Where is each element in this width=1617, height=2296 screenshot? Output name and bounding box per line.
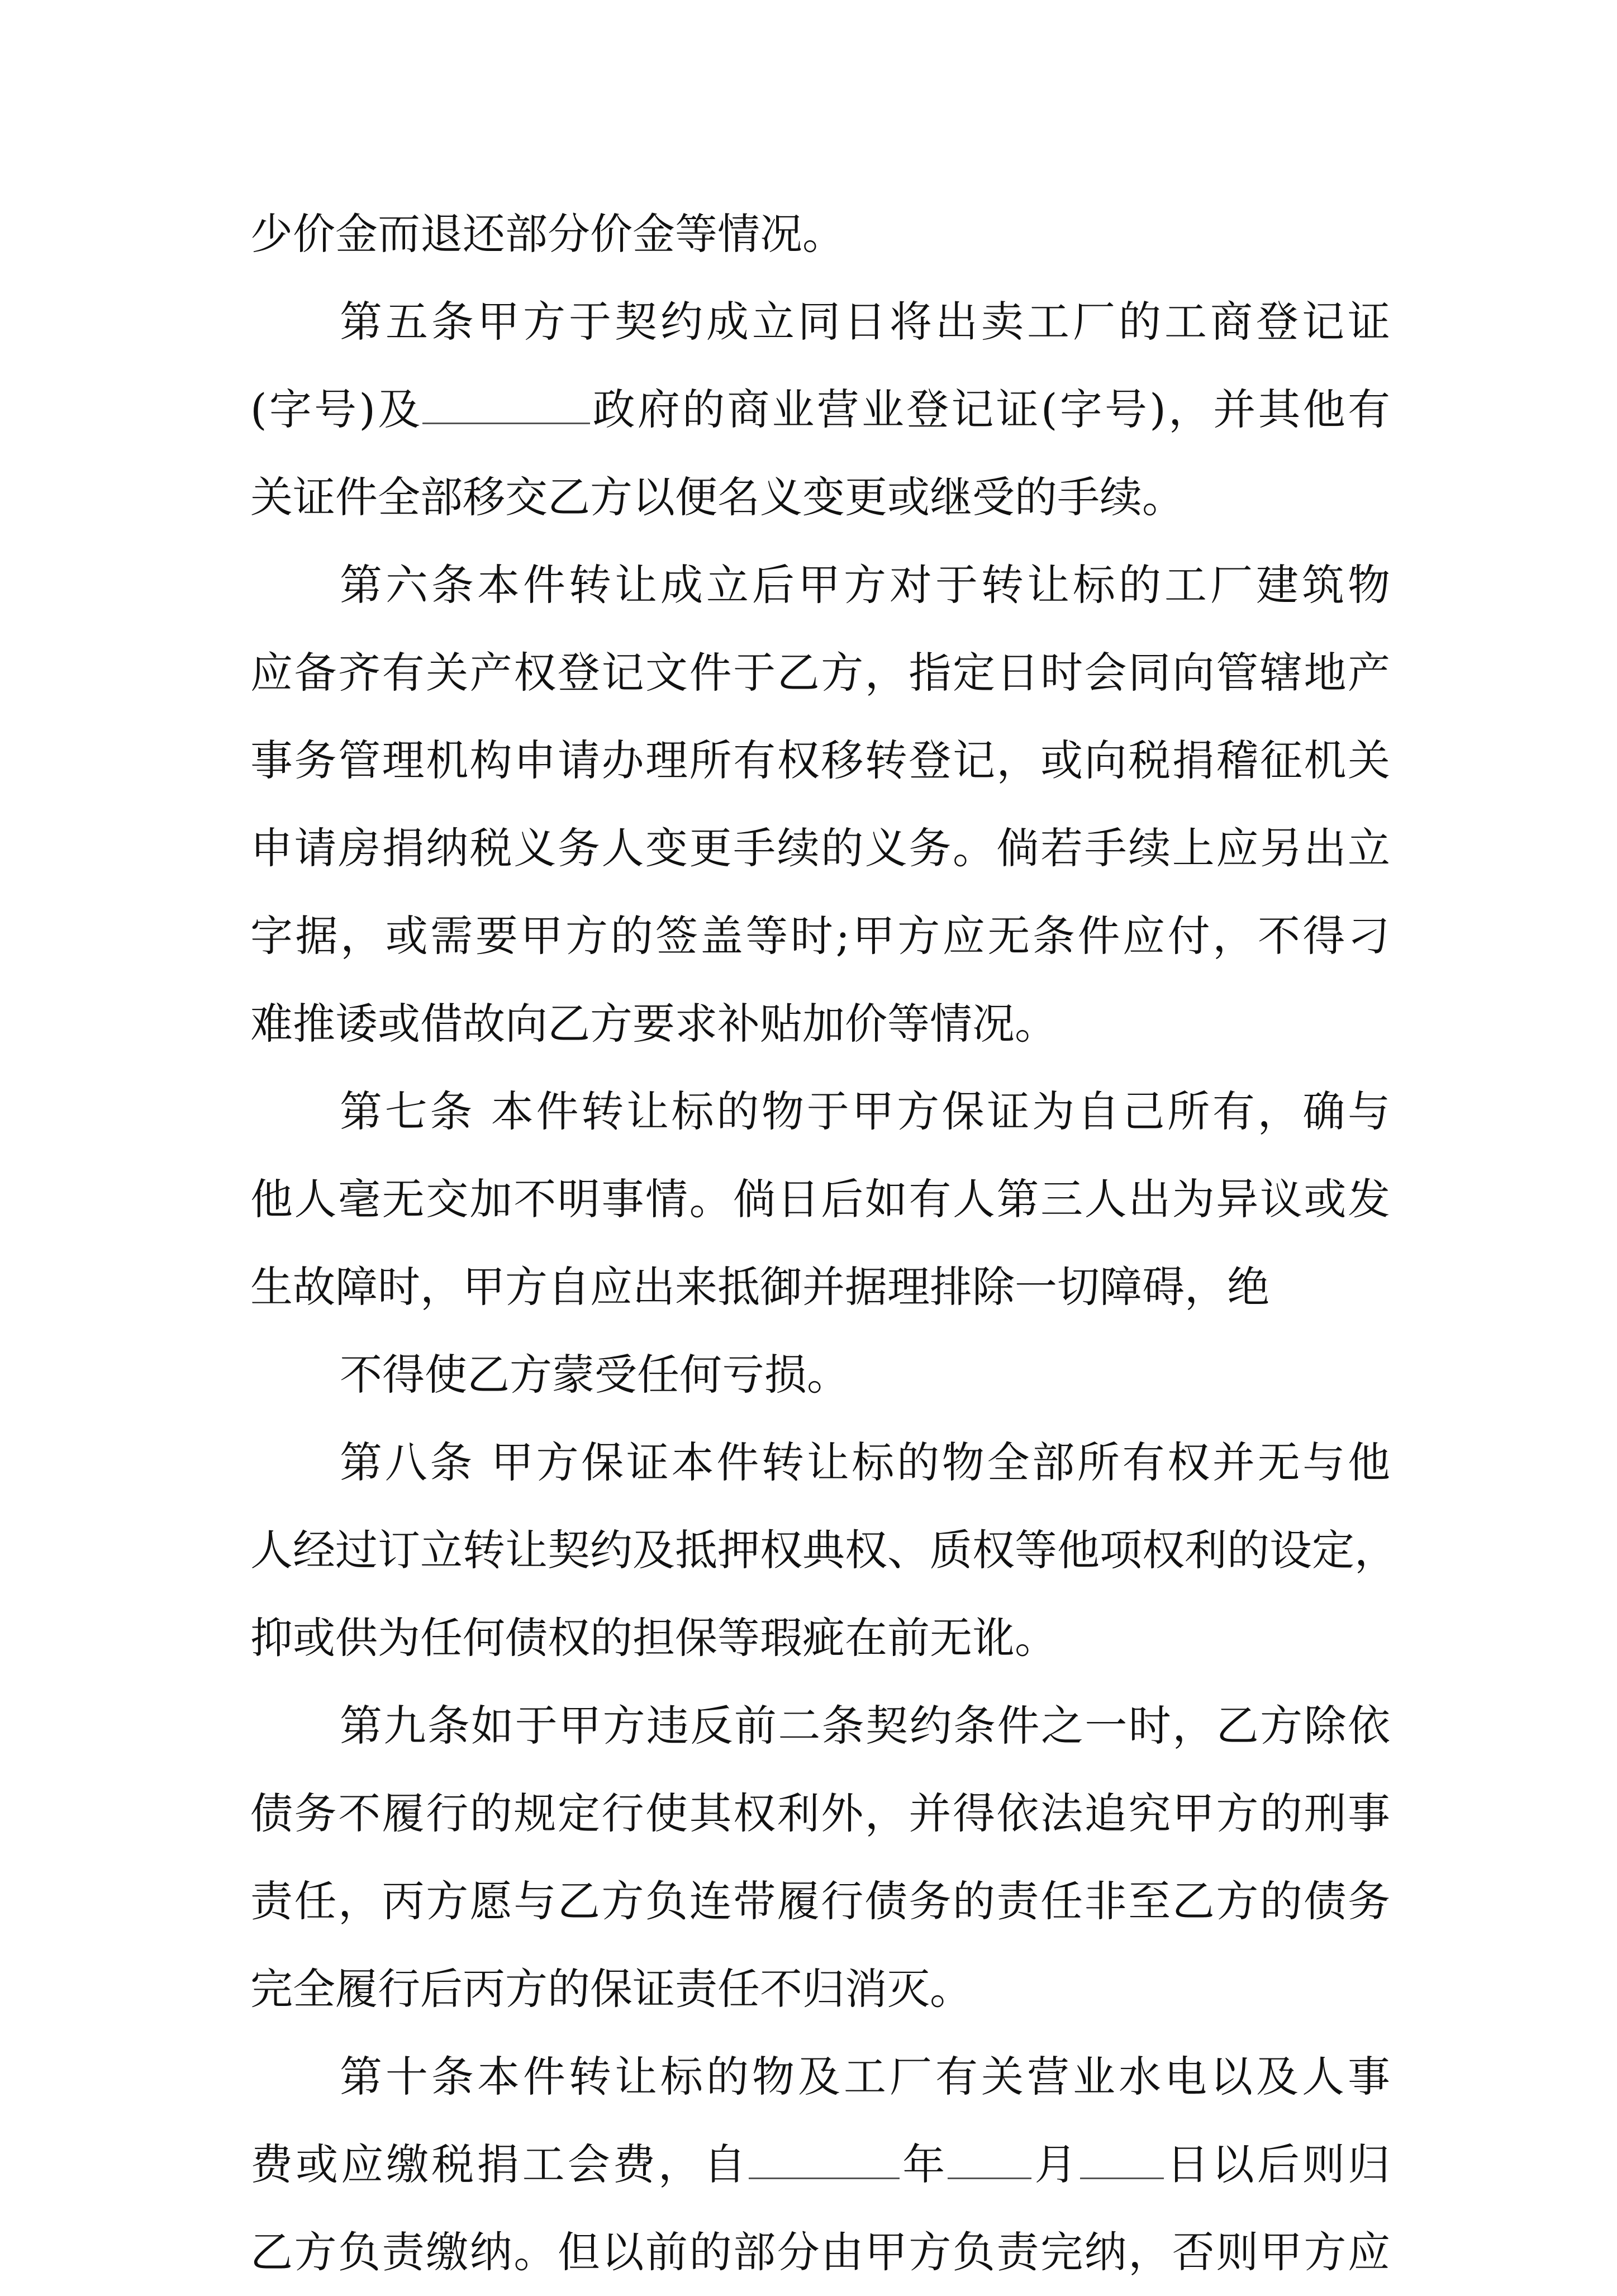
blank-field <box>948 2142 1031 2179</box>
text-segment: 政府的商业营业登记证(字号)，并其他有 <box>590 385 1390 434</box>
article-9-line: 债务不履行的规定行使其权利外，并得依法追究甲方的刑事 <box>250 1789 1390 1838</box>
article-9-line: 第九条如于甲方违反前二条契约条件之一时，乙方除依 <box>340 1701 1390 1751</box>
article-6-line: 难推诿或借故向乙方要求补贴加价等情况。 <box>250 999 1057 1049</box>
article-6-line: 第六条本件转让成立后甲方对于转让标的工厂建筑物 <box>340 560 1390 610</box>
text-segment: 费或应缴税捐工会费，自 <box>250 2140 749 2189</box>
article-8-line: 人经过订立转让契约及抵押权典权、质权等他项权利的设定， <box>250 1525 1397 1575</box>
blank-field <box>1080 2142 1164 2179</box>
blank-field <box>422 387 590 424</box>
article-7-line: 第七条 本件转让标的物于甲方保证为自己所有，确与 <box>340 1087 1390 1136</box>
contract-body <box>250 190 1397 2296</box>
article-6-line: 字据，或需要甲方的签盖等时;甲方应无条件应付，不得刁 <box>250 911 1390 961</box>
article-8-line: 第八条 甲方保证本件转让标的物全部所有权并无与他 <box>340 1438 1390 1487</box>
blank-field <box>749 2142 900 2179</box>
article-8-line: 抑或供为任何债权的担保等瑕疵在前无讹。 <box>250 1613 1057 1663</box>
text-segment: (字号)及 <box>250 385 423 434</box>
text-segment: 日以后则归 <box>1163 2140 1391 2189</box>
article-6-line: 应备齐有关产权登记文件于乙方，指定日时会同向管辖地产 <box>250 648 1390 698</box>
paragraph-line: 少价金而退还部分价金等情况。 <box>250 209 845 259</box>
article-6-line: 申请房捐纳税义务人变更手续的义务。倘若手续上应另出立 <box>250 823 1390 873</box>
article-9-line: 责任，丙方愿与乙方负连带履行债务的责任非至乙方的债务 <box>250 1876 1390 1926</box>
article-5-line: 关证件全部移交乙方以便名义变更或继受的手续。 <box>250 472 1185 522</box>
article-10-line: 乙方负责缴纳。但以前的部分由甲方负责完纳，否则甲方应 <box>250 2227 1390 2277</box>
article-10-line: 第十条本件转让标的物及工厂有关营业水电以及人事 <box>340 2052 1390 2101</box>
article-5-line: 第五条甲方于契约成立同日将出卖工厂的工商登记证 <box>340 297 1390 347</box>
article-10-line <box>250 2121 1390 2208</box>
article-9-line: 完全履行后丙方的保证责任不归消灭。 <box>250 1964 972 2014</box>
article-5-line <box>250 366 1390 453</box>
text-segment: 月 <box>1031 2140 1080 2189</box>
article-7-line: 生故障时，甲方自应出来抵御并据理排除一切障碍，绝 <box>250 1262 1269 1312</box>
article-7-line: 他人毫无交加不明事情。倘日后如有人第三人出为异议或发 <box>250 1174 1390 1224</box>
text-segment: 年 <box>900 2140 948 2189</box>
article-6-line: 事务管理机构申请办理所有权移转登记，或向税捐稽征机关 <box>250 736 1390 785</box>
article-7-line: 不得使乙方蒙受任何亏损。 <box>340 1350 849 1400</box>
